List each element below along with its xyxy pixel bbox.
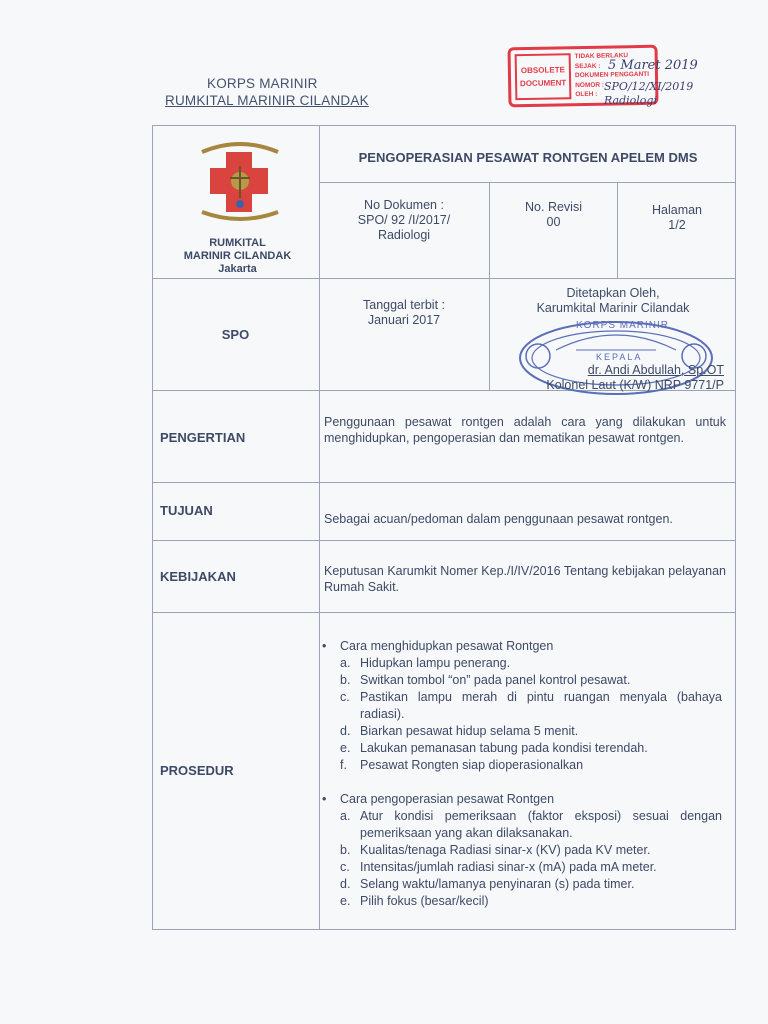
- signer-rank: Kolonel Laut (K/W) NRP 9771/P: [546, 378, 724, 392]
- logo-line2: MARINIR CILANDAK: [183, 250, 292, 262]
- procedure-step-marker: a.: [340, 656, 351, 670]
- procedure-step: [322, 876, 722, 893]
- procedure-step-text: Atur kondisi pemeriksaan (faktor eksposi) sesuai dengan pemeriksaan yang akan dilaksanakan.: [360, 809, 722, 840]
- procedure-step-text: Selang waktu/lamanya penyinaran (s) pada timer.: [360, 877, 635, 891]
- procedure-step-marker: d.: [340, 877, 351, 891]
- procedure-group-title: • Cara pengoperasian pesawat Rontgen: [322, 792, 555, 806]
- procedure-group-2: [322, 808, 722, 910]
- policy-text: Keputusan Karumkit Nomer Kep./I/IV/2016 Tentang kebijakan pelayanan Rumah Sakit.: [324, 564, 726, 594]
- procedure-step-marker: b.: [340, 673, 351, 687]
- procedure-label: PROSEDUR: [160, 763, 234, 778]
- issue-date-value: Januari 2017: [367, 313, 441, 327]
- procedure-step-marker: f.: [340, 758, 347, 772]
- procedure-step: [322, 655, 722, 672]
- procedure-step: [322, 740, 722, 757]
- handwritten-by: Radiologi: [604, 94, 657, 107]
- procedure-step: [322, 893, 722, 910]
- procedure-step-text: Kualitas/tenaga Radiasi sinar-x (KV) pada KV meter.: [360, 843, 651, 857]
- procedure-list: [322, 638, 722, 910]
- procedure-step: [322, 757, 722, 774]
- org-name-line1: KORPS MARINIR: [207, 76, 318, 91]
- handwritten-date: 5 Maret 2019: [608, 58, 698, 73]
- definition-label: PENGERTIAN: [160, 430, 246, 445]
- row-divider: [152, 612, 736, 613]
- procedure-step-text: Biarkan pesawat hidup selama 5 menit.: [360, 724, 579, 738]
- procedure-step-text: Intensitas/jumlah radiasi sinar-x (mA) pada mA meter.: [360, 860, 657, 874]
- procedure-step-marker: a.: [340, 809, 351, 823]
- org-name-line2: RUMKITAL MARINIR CILANDAK: [165, 93, 369, 108]
- procedure-step-text: Lakukan pemanasan tabung pada kondisi terendah.: [360, 741, 648, 755]
- procedure-step: [322, 808, 722, 842]
- procedure-step: [322, 689, 722, 723]
- approval-cell: [490, 286, 736, 316]
- procedure-step-marker: e.: [340, 894, 351, 908]
- purpose-label: TUJUAN: [160, 503, 213, 518]
- procedure-step-text: Pesawat Rongten siap dioperasionalkan: [360, 758, 584, 772]
- procedure-step-text: Pastikan lampu merah di pintu ruangan menyala (bahaya radiasi).: [360, 690, 722, 721]
- approved-by-label: Ditetapkan Oleh,: [566, 286, 660, 300]
- revision-label: No. Revisi: [525, 200, 582, 214]
- definition-text: Penggunaan pesawat rontgen adalah cara yang dilakukan untuk menghidupkan, pengoperasian dan mematikan pesawat rontgen.: [324, 415, 726, 445]
- procedure-step-text: Pilih fokus (besar/kecil): [360, 894, 489, 908]
- row-divider: [152, 540, 736, 541]
- procedure-step: [322, 672, 722, 689]
- approver-title: Karumkital Marinir Cilandak: [536, 301, 690, 315]
- procedure-group-1: [322, 655, 722, 774]
- procedure-step: [322, 842, 722, 859]
- procedure-step-marker: c.: [340, 690, 350, 704]
- signer-block: [490, 363, 736, 393]
- procedure-step-marker: d.: [340, 724, 351, 738]
- document-number-cell: [320, 198, 488, 243]
- rumkital-logo-emblem: [196, 138, 284, 224]
- row-divider: [152, 482, 736, 483]
- procedure-step-text: Switkan tombol “on” pada panel kontrol pesawat.: [360, 673, 631, 687]
- page-number-cell: [618, 203, 736, 233]
- obsolete-stamp-fields: TIDAK BERLAKU SEJAK : DOKUMEN PENGGANTI NOMOR : OLEH :: [574, 52, 650, 99]
- policy-label: KEBIJAKAN: [160, 569, 236, 584]
- page-number-value: 1/2: [668, 218, 686, 232]
- signer-name: dr. Andi Abdullah, Sp.OT: [587, 363, 724, 377]
- handwritten-number: SPO/12/XI/2019: [604, 80, 694, 93]
- document-number-label: No Dokumen :: [364, 198, 444, 212]
- procedure-step-text: Hidupkan lampu penerang.: [360, 656, 511, 670]
- logo-line3: Jakarta: [218, 263, 257, 275]
- spo-label: SPO: [221, 327, 250, 342]
- obsolete-stamp-label: OBSOLETE DOCUMENT: [515, 53, 572, 100]
- seal-text-top: KORPS MARINIR: [576, 320, 670, 331]
- seal-text-mid: KEPALA: [596, 352, 643, 362]
- document-number-unit: Radiologi: [377, 228, 431, 242]
- revision-cell: [490, 200, 617, 230]
- logo-line1: RUMKITAL: [209, 237, 266, 249]
- issue-date-cell: [320, 298, 488, 328]
- procedure-step: [322, 723, 722, 740]
- procedure-step-marker: e.: [340, 741, 351, 755]
- procedure-step-marker: c.: [340, 860, 350, 874]
- organization-header: [165, 76, 369, 108]
- page-number-label: Halaman: [651, 203, 703, 217]
- document-number-value: SPO/ 92 /I/2017/: [357, 213, 451, 227]
- procedure-step-marker: b.: [340, 843, 351, 857]
- procedure-step: [322, 859, 722, 876]
- issue-date-label: Tanggal terbit :: [363, 298, 445, 312]
- column-divider: [319, 125, 320, 930]
- row-divider: [319, 182, 736, 183]
- revision-value: 00: [546, 215, 561, 229]
- row-divider: [152, 278, 736, 279]
- document-title: PENGOPERASIAN PESAWAT RONTGEN APELEM DMS: [358, 150, 698, 165]
- purpose-text: Sebagai acuan/pedoman dalam penggunaan pesawat rontgen.: [324, 512, 673, 526]
- procedure-group-title: • Cara menghidupkan pesawat Rontgen: [322, 639, 554, 653]
